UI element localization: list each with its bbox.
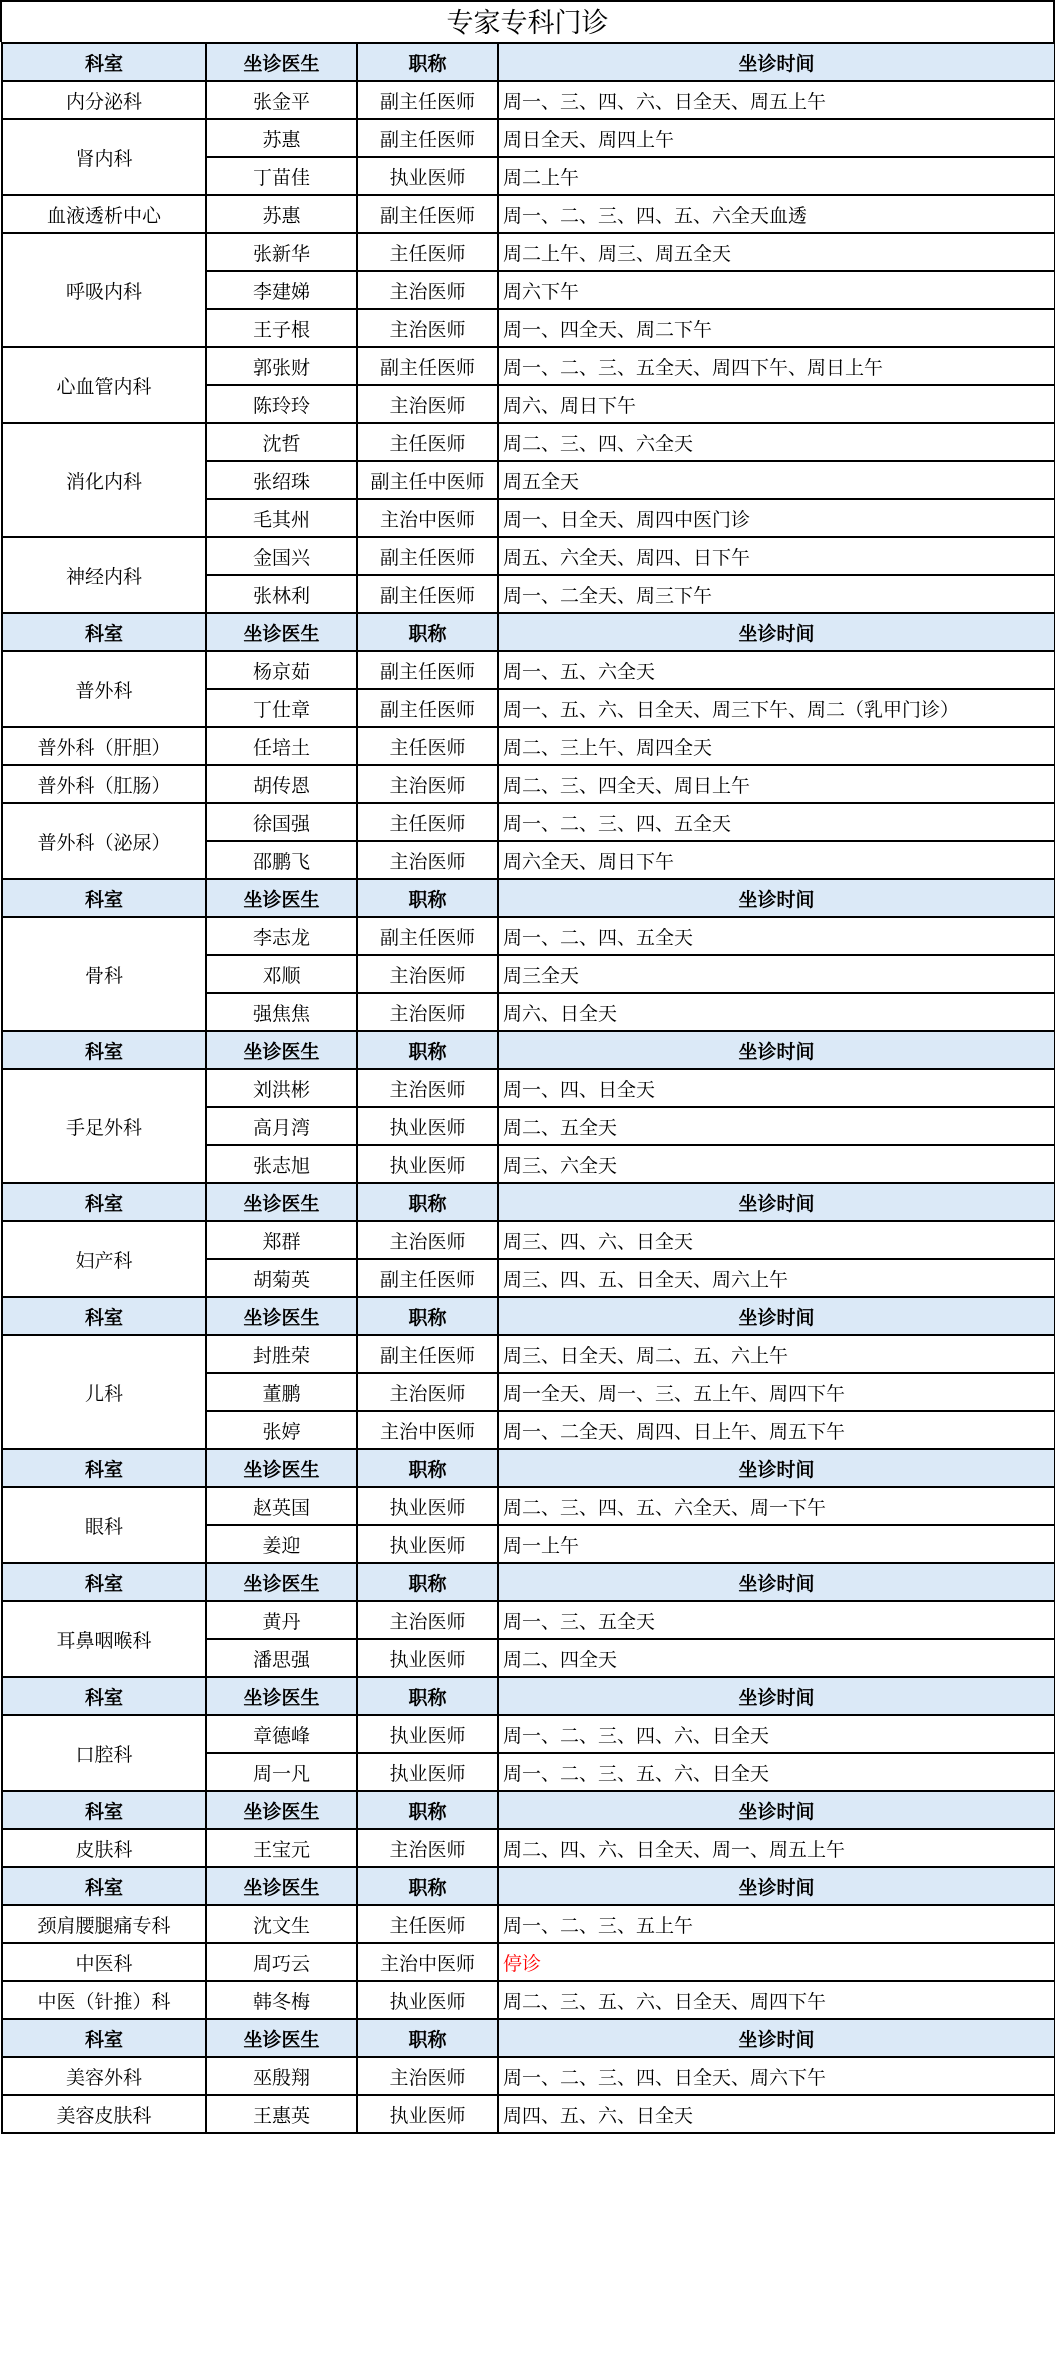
header-dept: 科室 (2, 613, 206, 651)
time-cell: 周一上午 (498, 1525, 1055, 1563)
table-header-row (2, 879, 1055, 917)
doctor-cell: 苏惠 (206, 195, 357, 233)
rank-cell: 主治医师 (357, 1069, 498, 1107)
rank-cell: 主任医师 (357, 803, 498, 841)
time-cell: 周三、四、六、日全天 (498, 1221, 1055, 1259)
rank-cell: 主治医师 (357, 309, 498, 347)
header-doctor: 坐诊医生 (206, 1867, 357, 1905)
doctor-cell: 苏惠 (206, 119, 357, 157)
header-time: 坐诊时间 (498, 1183, 1055, 1221)
header-time: 坐诊时间 (498, 2019, 1055, 2057)
header-time: 坐诊时间 (498, 613, 1055, 651)
doctor-cell: 邓顺 (206, 955, 357, 993)
rank-cell: 执业医师 (357, 2095, 498, 2133)
doctor-cell: 王子根 (206, 309, 357, 347)
table-row (2, 1601, 1055, 1639)
rank-cell: 执业医师 (357, 1487, 498, 1525)
time-cell: 周一、三、五全天 (498, 1601, 1055, 1639)
time-cell: 周日全天、周四上午 (498, 119, 1055, 157)
table-header-row (2, 1563, 1055, 1601)
dept-cell: 骨科 (2, 917, 206, 1031)
table-row (2, 119, 1055, 157)
rank-cell: 副主任医师 (357, 1259, 498, 1297)
doctor-cell: 丁仕章 (206, 689, 357, 727)
rank-cell: 主治医师 (357, 765, 498, 803)
header-time: 坐诊时间 (498, 1031, 1055, 1069)
doctor-cell: 金国兴 (206, 537, 357, 575)
time-cell: 周一、二、三、四、五全天 (498, 803, 1055, 841)
header-dept: 科室 (2, 1449, 206, 1487)
time-cell: 周一、日全天、周四中医门诊 (498, 499, 1055, 537)
doctor-cell: 刘洪彬 (206, 1069, 357, 1107)
dept-cell: 美容外科 (2, 2057, 206, 2095)
table-row (2, 1069, 1055, 1107)
rank-cell: 主治医师 (357, 2057, 498, 2095)
header-dept: 科室 (2, 1297, 206, 1335)
header-dept: 科室 (2, 1677, 206, 1715)
doctor-cell: 郭张财 (206, 347, 357, 385)
time-cell: 周五全天 (498, 461, 1055, 499)
time-cell: 周一、二、三、四、五、六全天血透 (498, 195, 1055, 233)
rank-cell: 副主任医师 (357, 347, 498, 385)
doctor-cell: 胡菊英 (206, 1259, 357, 1297)
table-row (2, 1829, 1055, 1867)
dept-cell: 神经内科 (2, 537, 206, 613)
rank-cell: 主治医师 (357, 1601, 498, 1639)
time-cell: 周三全天 (498, 955, 1055, 993)
doctor-cell: 韩冬梅 (206, 1981, 357, 2019)
rank-cell: 执业医师 (357, 1145, 498, 1183)
table-row (2, 803, 1055, 841)
time-cell: 周六、周日下午 (498, 385, 1055, 423)
doctor-cell: 张绍珠 (206, 461, 357, 499)
header-rank: 职称 (357, 43, 498, 81)
doctor-cell: 周巧云 (206, 1943, 357, 1981)
rank-cell: 执业医师 (357, 1107, 498, 1145)
rank-cell: 副主任医师 (357, 81, 498, 119)
table-row (2, 1335, 1055, 1373)
header-doctor: 坐诊医生 (206, 1791, 357, 1829)
rank-cell: 主任医师 (357, 423, 498, 461)
doctor-cell: 毛其州 (206, 499, 357, 537)
dept-cell: 眼科 (2, 1487, 206, 1563)
doctor-cell: 张婷 (206, 1411, 357, 1449)
rank-cell: 副主任医师 (357, 195, 498, 233)
time-cell: 周一、四全天、周二下午 (498, 309, 1055, 347)
table-header-row (2, 1297, 1055, 1335)
table-row (2, 347, 1055, 385)
time-cell: 周一、二全天、周三下午 (498, 575, 1055, 613)
dept-cell: 中医（针推）科 (2, 1981, 206, 2019)
rank-cell: 副主任医师 (357, 651, 498, 689)
time-cell: 周一、三、四、六、日全天、周五上午 (498, 81, 1055, 119)
suspended-status: 停诊 (498, 1943, 1055, 1981)
header-rank: 职称 (357, 1867, 498, 1905)
header-doctor: 坐诊医生 (206, 879, 357, 917)
dept-cell: 颈肩腰腿痛专科 (2, 1905, 206, 1943)
rank-cell: 主治医师 (357, 955, 498, 993)
header-doctor: 坐诊医生 (206, 2019, 357, 2057)
header-time: 坐诊时间 (498, 1449, 1055, 1487)
time-cell: 周四、五、六、日全天 (498, 2095, 1055, 2133)
dept-cell: 呼吸内科 (2, 233, 206, 347)
dept-cell: 普外科（肛肠） (2, 765, 206, 803)
rank-cell: 主任医师 (357, 233, 498, 271)
time-cell: 周二、三上午、周四全天 (498, 727, 1055, 765)
header-doctor: 坐诊医生 (206, 1563, 357, 1601)
dept-cell: 手足外科 (2, 1069, 206, 1183)
doctor-cell: 李建娣 (206, 271, 357, 309)
dept-cell: 儿科 (2, 1335, 206, 1449)
dept-cell: 心血管内科 (2, 347, 206, 423)
table-row (2, 195, 1055, 233)
table-row (2, 2057, 1055, 2095)
time-cell: 周一、四、日全天 (498, 1069, 1055, 1107)
time-cell: 周三、四、五、日全天、周六上午 (498, 1259, 1055, 1297)
header-rank: 职称 (357, 1449, 498, 1487)
dept-cell: 普外科（泌尿） (2, 803, 206, 879)
table-row (2, 1715, 1055, 1753)
time-cell: 周一、二、三、四、日全天、周六下午 (498, 2057, 1055, 2095)
doctor-cell: 强焦焦 (206, 993, 357, 1031)
doctor-cell: 徐国强 (206, 803, 357, 841)
header-dept: 科室 (2, 1031, 206, 1069)
dept-cell: 普外科 (2, 651, 206, 727)
doctor-cell: 张金平 (206, 81, 357, 119)
doctor-cell: 张林利 (206, 575, 357, 613)
time-cell: 周一、五、六全天 (498, 651, 1055, 689)
rank-cell: 执业医师 (357, 157, 498, 195)
rank-cell: 主治中医师 (357, 499, 498, 537)
dept-cell: 中医科 (2, 1943, 206, 1981)
header-doctor: 坐诊医生 (206, 1677, 357, 1715)
rank-cell: 副主任医师 (357, 689, 498, 727)
rank-cell: 主治医师 (357, 1221, 498, 1259)
header-rank: 职称 (357, 879, 498, 917)
dept-cell: 内分泌科 (2, 81, 206, 119)
table-row (2, 1905, 1055, 1943)
rank-cell: 副主任中医师 (357, 461, 498, 499)
rank-cell: 副主任医师 (357, 1335, 498, 1373)
header-dept: 科室 (2, 1867, 206, 1905)
table-row (2, 2095, 1055, 2133)
time-cell: 周一、二、三、五、六、日全天 (498, 1753, 1055, 1791)
doctor-cell: 张新华 (206, 233, 357, 271)
rank-cell: 副主任医师 (357, 917, 498, 955)
header-doctor: 坐诊医生 (206, 1297, 357, 1335)
rank-cell: 执业医师 (357, 1753, 498, 1791)
table-row (2, 651, 1055, 689)
rank-cell: 执业医师 (357, 1639, 498, 1677)
rank-cell: 主治医师 (357, 993, 498, 1031)
table-row (2, 1943, 1055, 1981)
time-cell: 周一、二、三、四、六、日全天 (498, 1715, 1055, 1753)
doctor-cell: 黄丹 (206, 1601, 357, 1639)
header-rank: 职称 (357, 1563, 498, 1601)
time-cell: 周一、二、三、五全天、周四下午、周日上午 (498, 347, 1055, 385)
dept-cell: 耳鼻咽喉科 (2, 1601, 206, 1677)
table-row (2, 233, 1055, 271)
header-rank: 职称 (357, 1677, 498, 1715)
doctor-cell: 杨京茹 (206, 651, 357, 689)
header-doctor: 坐诊医生 (206, 613, 357, 651)
header-doctor: 坐诊医生 (206, 1449, 357, 1487)
page-title: 专家专科门诊 (0, 0, 1055, 42)
doctor-cell: 赵英国 (206, 1487, 357, 1525)
rank-cell: 主治医师 (357, 1829, 498, 1867)
doctor-cell: 董鹏 (206, 1373, 357, 1411)
doctor-cell: 郑群 (206, 1221, 357, 1259)
header-rank: 职称 (357, 613, 498, 651)
doctor-cell: 潘思强 (206, 1639, 357, 1677)
doctor-cell: 沈哲 (206, 423, 357, 461)
time-cell: 周三、六全天 (498, 1145, 1055, 1183)
dept-cell: 普外科（肝胆） (2, 727, 206, 765)
doctor-cell: 周一凡 (206, 1753, 357, 1791)
header-rank: 职称 (357, 2019, 498, 2057)
table-row (2, 1981, 1055, 2019)
dept-cell: 皮肤科 (2, 1829, 206, 1867)
doctor-cell: 巫殷翔 (206, 2057, 357, 2095)
time-cell: 周六下午 (498, 271, 1055, 309)
header-time: 坐诊时间 (498, 1563, 1055, 1601)
header-dept: 科室 (2, 1563, 206, 1601)
doctor-cell: 姜迎 (206, 1525, 357, 1563)
time-cell: 周六全天、周日下午 (498, 841, 1055, 879)
table-header-row (2, 1867, 1055, 1905)
rank-cell: 执业医师 (357, 1981, 498, 2019)
rank-cell: 主治医师 (357, 385, 498, 423)
table-row (2, 1221, 1055, 1259)
header-doctor: 坐诊医生 (206, 1183, 357, 1221)
table-header-row (2, 1677, 1055, 1715)
dept-cell: 血液透析中心 (2, 195, 206, 233)
header-dept: 科室 (2, 43, 206, 81)
table-header-row (2, 43, 1055, 81)
table-header-row (2, 613, 1055, 651)
rank-cell: 主治中医师 (357, 1943, 498, 1981)
rank-cell: 副主任医师 (357, 537, 498, 575)
time-cell: 周二、三、五、六、日全天、周四下午 (498, 1981, 1055, 2019)
header-rank: 职称 (357, 1791, 498, 1829)
doctor-cell: 王惠英 (206, 2095, 357, 2133)
header-time: 坐诊时间 (498, 1297, 1055, 1335)
schedule-table (1, 42, 1055, 2134)
table-row (2, 81, 1055, 119)
time-cell: 周三、日全天、周二、五、六上午 (498, 1335, 1055, 1373)
doctor-cell: 封胜荣 (206, 1335, 357, 1373)
time-cell: 周一全天、周一、三、五上午、周四下午 (498, 1373, 1055, 1411)
doctor-cell: 胡传恩 (206, 765, 357, 803)
rank-cell: 主任医师 (357, 1905, 498, 1943)
table-row (2, 1487, 1055, 1525)
rank-cell: 主治医师 (357, 1373, 498, 1411)
doctor-cell: 陈玲玲 (206, 385, 357, 423)
time-cell: 周二、三、四、五、六全天、周一下午 (498, 1487, 1055, 1525)
header-doctor: 坐诊医生 (206, 43, 357, 81)
table-header-row (2, 2019, 1055, 2057)
dept-cell: 消化内科 (2, 423, 206, 537)
time-cell: 周二上午 (498, 157, 1055, 195)
time-cell: 周二、五全天 (498, 1107, 1055, 1145)
table-row (2, 765, 1055, 803)
time-cell: 周二、四全天 (498, 1639, 1055, 1677)
rank-cell: 执业医师 (357, 1715, 498, 1753)
doctor-cell: 高月湾 (206, 1107, 357, 1145)
header-time: 坐诊时间 (498, 1791, 1055, 1829)
doctor-cell: 邵鹏飞 (206, 841, 357, 879)
header-dept: 科室 (2, 1791, 206, 1829)
table-row (2, 917, 1055, 955)
header-time: 坐诊时间 (498, 1677, 1055, 1715)
time-cell: 周二上午、周三、周五全天 (498, 233, 1055, 271)
time-cell: 周六、日全天 (498, 993, 1055, 1031)
doctor-cell: 章德峰 (206, 1715, 357, 1753)
time-cell: 周二、三、四全天、周日上午 (498, 765, 1055, 803)
time-cell: 周一、二、四、五全天 (498, 917, 1055, 955)
schedule-table-body (2, 43, 1055, 2133)
time-cell: 周二、三、四、六全天 (498, 423, 1055, 461)
doctor-cell: 李志龙 (206, 917, 357, 955)
table-header-row (2, 1031, 1055, 1069)
table-header-row (2, 1183, 1055, 1221)
header-rank: 职称 (357, 1297, 498, 1335)
table-row (2, 727, 1055, 765)
time-cell: 周一、二、三、五上午 (498, 1905, 1055, 1943)
doctor-cell: 丁苗佳 (206, 157, 357, 195)
doctor-cell: 王宝元 (206, 1829, 357, 1867)
time-cell: 周一、五、六、日全天、周三下午、周二（乳甲门诊） (498, 689, 1055, 727)
rank-cell: 主治中医师 (357, 1411, 498, 1449)
header-time: 坐诊时间 (498, 1867, 1055, 1905)
dept-cell: 妇产科 (2, 1221, 206, 1297)
table-header-row (2, 1449, 1055, 1487)
dept-cell: 美容皮肤科 (2, 2095, 206, 2133)
rank-cell: 主任医师 (357, 727, 498, 765)
header-rank: 职称 (357, 1183, 498, 1221)
time-cell: 周二、四、六、日全天、周一、周五上午 (498, 1829, 1055, 1867)
time-cell: 周五、六全天、周四、日下午 (498, 537, 1055, 575)
doctor-cell: 任培土 (206, 727, 357, 765)
header-rank: 职称 (357, 1031, 498, 1069)
header-dept: 科室 (2, 1183, 206, 1221)
doctor-cell: 张志旭 (206, 1145, 357, 1183)
rank-cell: 副主任医师 (357, 119, 498, 157)
dept-cell: 口腔科 (2, 1715, 206, 1791)
rank-cell: 主治医师 (357, 841, 498, 879)
header-time: 坐诊时间 (498, 43, 1055, 81)
header-doctor: 坐诊医生 (206, 1031, 357, 1069)
dept-cell: 肾内科 (2, 119, 206, 195)
header-time: 坐诊时间 (498, 879, 1055, 917)
header-dept: 科室 (2, 2019, 206, 2057)
doctor-cell: 沈文生 (206, 1905, 357, 1943)
header-dept: 科室 (2, 879, 206, 917)
rank-cell: 执业医师 (357, 1525, 498, 1563)
time-cell: 周一、二全天、周四、日上午、周五下午 (498, 1411, 1055, 1449)
table-header-row (2, 1791, 1055, 1829)
rank-cell: 主治医师 (357, 271, 498, 309)
table-row (2, 423, 1055, 461)
rank-cell: 副主任医师 (357, 575, 498, 613)
table-row (2, 537, 1055, 575)
